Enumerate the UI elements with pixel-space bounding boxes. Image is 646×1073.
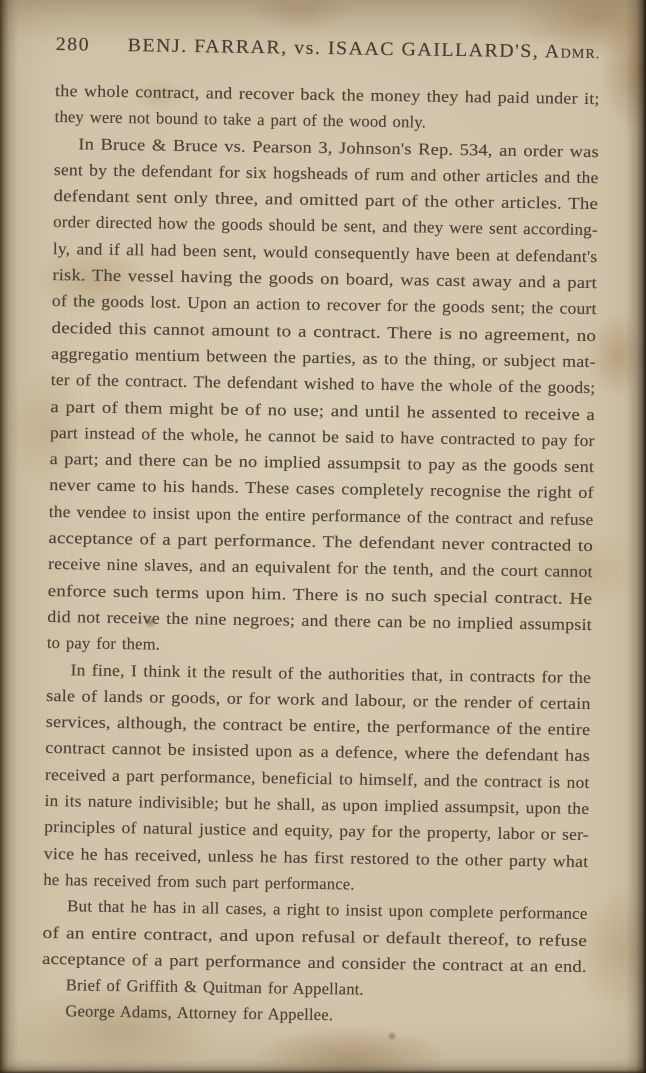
page-header xyxy=(56,32,601,66)
text-line-text: the whole contract, and recover back the money they had paid under it; xyxy=(54,80,600,109)
case-title-main: BENJ. FARRAR, vs. ISAAC GAILLARD'S, xyxy=(127,35,540,63)
text-line-text: order directed how the goods should be sent, and they were sent according- xyxy=(53,212,598,240)
text-line-text: ter of the contract. The defendant wished to have the whole of the goods; xyxy=(50,370,596,398)
page-header-text xyxy=(56,32,601,67)
page-number: 280 xyxy=(55,33,91,56)
text-line-text: defendant sent only three, and omitted part of the other articles. The xyxy=(53,186,599,214)
text-line-text: vice he has received, unless he has first restored to the other party what xyxy=(43,843,589,871)
text-line-text: the vendee to insist upon the entire performance of the contract and refuse xyxy=(48,501,594,529)
text-line-text: received a part performance, beneficial to himself, and the contract is not xyxy=(44,764,590,792)
text-line-text: principles of natural justice and equity, pay for the property, labor or ser- xyxy=(44,817,589,845)
text-line-text: in its nature indivisible; but he shall, as upon implied assumpsit, upon the xyxy=(44,790,590,819)
page-bottom-edge xyxy=(0,1059,646,1073)
text-line-text: But that he has in all cases, a right to insist upon complete performance xyxy=(66,896,588,924)
text-line-text: a part of them might be of no use; and until he assented to receive a xyxy=(50,396,596,424)
page-content xyxy=(41,32,601,1033)
text-line-text: risk. The vessel having the goods on board, was cast away and a part xyxy=(52,265,598,293)
paragraph xyxy=(42,893,588,980)
text-line-text: receive nine slaves, and an equivalent for the tenth, and the court cannot xyxy=(47,554,593,582)
text-line-text: to pay for them. xyxy=(46,633,161,654)
page-edge-shadow xyxy=(626,0,646,1073)
text-line-text: acceptance of a part performance and consider the contract at an end. xyxy=(42,948,587,976)
text-line-text: George Adams, Attorney for Appellee. xyxy=(65,1001,334,1025)
text-line-text: ly, and if all had been sent, would consequently have been at defendant's xyxy=(52,238,598,266)
text-line-text: aggregatio mentium between the parties, as to the thing, or subject mat- xyxy=(51,343,596,372)
text-line-text: acceptance of a part performance. The defendant never contracted to xyxy=(48,527,594,556)
text-line-text: sale of lands or goods, or for work and labour, or the render of certain xyxy=(46,685,591,713)
text-line-text: they were not bound to take a part of the wood only. xyxy=(54,107,427,132)
paragraph xyxy=(47,131,600,665)
text-line-text: a part; and there can be no implied assumpsit to pay as the goods sent xyxy=(49,449,595,477)
text-line-text: services, although, the contract be entire, the performance of the entire xyxy=(45,712,591,740)
text-line-text: of the goods lost. Upon an action to recover for the goods sent; the court xyxy=(51,291,597,319)
text-line-text: decided this cannot amount to a contract. There is no agreement, no xyxy=(51,317,597,345)
case-title-admr: ADMR. xyxy=(544,41,601,63)
text-line-text: did not receive the nine negroes; and there can be no implied assumpsit xyxy=(47,606,593,634)
text-line-text: of an entire contract, and upon refusal or default thereof, to refuse xyxy=(42,922,588,950)
text-line-text: In fine, I think it the result of the authorities that, in contracts for the xyxy=(70,659,592,687)
text-line-text: contract cannot be insisted upon as a defence, where the defendant has xyxy=(45,738,591,766)
text-line-text: part instead of the whole, he cannot be said to have contracted to pay for xyxy=(49,422,595,450)
text-line-text: enforce such terms upon him. There is no such special contract. He xyxy=(47,580,593,608)
text-line-text: sent by the defendant for six hogsheads of rum and other articles and the xyxy=(53,159,599,187)
body-text xyxy=(41,78,600,1033)
paragraph xyxy=(43,656,591,901)
text-line-text: he has received from such part performance. xyxy=(43,869,355,894)
text-line-text: In Bruce & Bruce vs. Pearson 3, Johnson's Rep. 534, an order was xyxy=(78,133,600,161)
case-title xyxy=(127,35,600,63)
text-line-text: never came to his hands. These cases completely recognise the right of xyxy=(49,475,594,503)
page-gutter-shadow xyxy=(0,0,18,1073)
paragraph xyxy=(55,78,601,139)
text-line-text: Brief of Griffith & Quitman for Appellant. xyxy=(65,975,364,999)
